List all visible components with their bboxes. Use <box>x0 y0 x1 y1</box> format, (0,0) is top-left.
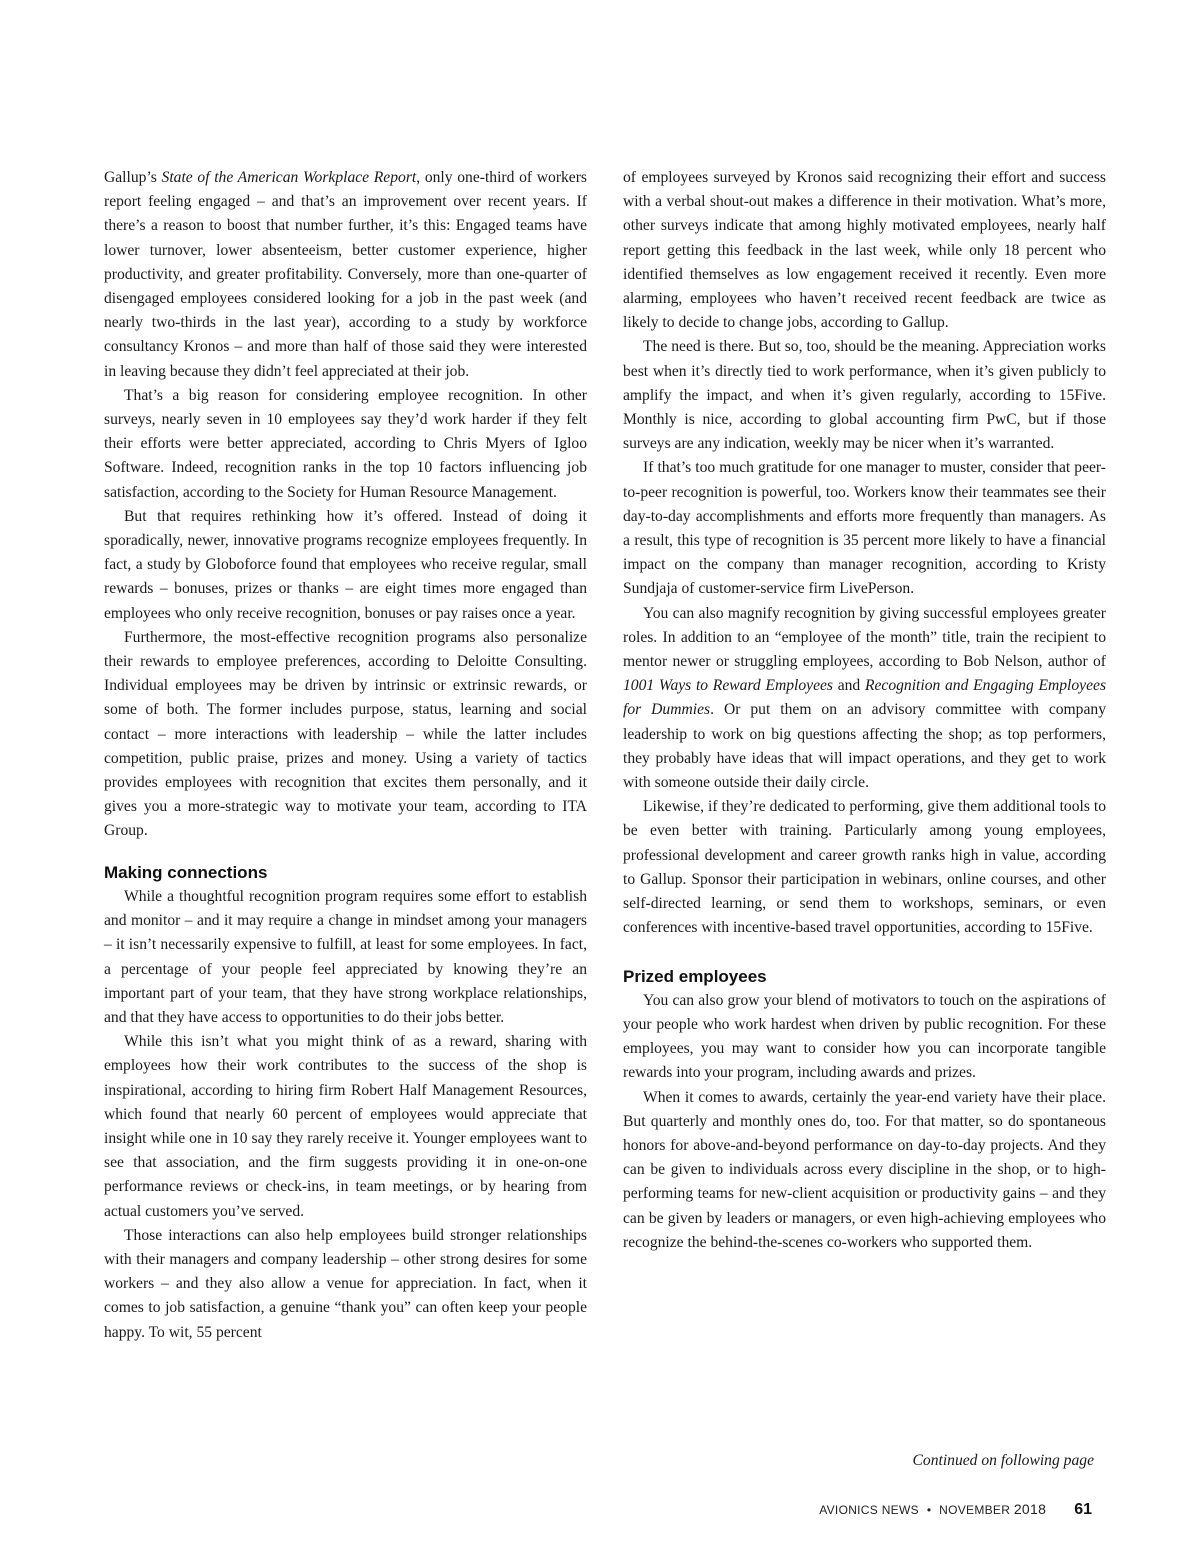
text-run: . Or put them on an advisory committee with company leadership to work on big questions affecting the shop; as top performers, they probably have ideas that will impact operations, and they get to work with someone outside their daily circle. <box>623 701 1106 792</box>
body-paragraph: Those interactions can also help employees build stronger relationships with their managers and company leadership – other strong desires for some workers – and they also allow a venue for appreciation. In fact, when it comes to job satisfaction, a genuine “thank you” can often keep your people happy. To wit, 55 percent <box>104 1226 587 1341</box>
right-column <box>623 166 1106 1255</box>
report-title: State of the American Workplace Report <box>161 169 417 186</box>
body-paragraph: The need is there. But so, too, should be the meaning. Appreciation works best when it’s directly tied to work performance, when it’s given publicly to amplify the impact, and when it’s given regularly, according to 15Five. Monthly is nice, according to global accounting firm PwC, but if those surveys are any indication, weekly may be nicer when it’s warranted. <box>623 338 1106 453</box>
publication-name: AVIONICS NEWS <box>819 1503 919 1517</box>
page-number: 61 <box>1074 1501 1092 1518</box>
body-paragraph: Furthermore, the most-effective recognition programs also personalize their rewards to employee preferences, according to Deloitte Consulting. Individual employees may be driven by intrinsic or extrinsic rewards, or some of both. The former includes purpose, status, learning and social contact – more interactions with leadership – while the latter includes competition, public praise, prizes and money. Using a variety of tactics provides employees with recognition that excites them personally, and it gives you a more-strategic way to motivate your team, according to ITA Group. <box>104 628 587 840</box>
book-title: 1001 Ways to Reward Employees <box>623 677 833 695</box>
section-heading-prized-employees: Prized employees <box>623 966 767 986</box>
body-paragraph: While a thoughtful recognition program requires some effort to establish and monitor – and it may require a change in mindset among your managers – it isn’t necessarily expensive to fulfill, at least for some employees. In fact, a percentage of your people feel appreciated by knowing they’re an important part of your team, that they have strong workplace relationships, and that they have access to opportunities to do their jobs better. <box>104 887 587 1026</box>
left-column <box>104 166 587 1345</box>
body-paragraph: That’s a big reason for considering employee recognition. In other surveys, nearly seven in 10 employees say they’d work harder if they felt their efforts were better appreciated, according to Chris Myers of Igloo Software. Indeed, recognition ranks in the top 10 factors influencing job satisfaction, according to the Society for Human Resource Management. <box>104 386 587 501</box>
body-paragraph: When it comes to awards, certainly the year-end variety have their place. But quarterly and monthly ones do, too. For that matter, so do spontaneous honors for above-and-beyond performance on day-to-day projects. And they can be given to individuals across every discipline in the shop, or to high-performing teams for new-client acquisition or productivity gains – and they can be given by leaders or managers, or even high-achieving employees who recognize the behind-the-scenes co-workers who supported them. <box>623 1088 1106 1251</box>
body-paragraph <box>623 602 1106 796</box>
continued-note: Continued on following page <box>912 1452 1094 1469</box>
text-run: , only one-third of workers report feeling engaged – and that’s an improvement over recent years. If there’s a reason to boost that number further, it’s this: Engaged teams have lower turnover, lower absenteeism, better customer experience, higher productivity, and greater profitability. Conversely, more than one-quarter of disengaged employees considered looking for a job in the past week (and nearly two-thirds in the last year), according to a study by workforce consultancy Kronos – and more than half of those said they were interested in leaving because they didn’t feel appreciated at their job. <box>104 169 587 380</box>
book-title: Recognition and Engaging Employees for Dummies <box>623 677 1107 719</box>
section-heading-making-connections: Making connections <box>104 862 268 882</box>
text-run: and <box>833 677 865 695</box>
page-footer <box>819 1501 1092 1519</box>
issue-date <box>939 1501 1046 1517</box>
text-run: You can also magnify recognition by giving successful employees greater roles. In addition to an “employee of the month” title, train the recipient to mentor newer or struggling employees, according to Bob Nelson, author of <box>623 604 1106 671</box>
body-paragraph: You can also grow your blend of motivators to touch on the aspirations of your people who work hardest when driven by public recognition. For these employees, you may want to consider how you can incorporate tangible rewards into your program, including awards and prizes. <box>623 991 1106 1082</box>
issue-month: NOVEMBER <box>939 1503 1011 1517</box>
body-paragraph <box>104 166 587 384</box>
body-paragraph: Likewise, if they’re dedicated to performing, give them additional tools to be even better with training. Particularly among young employees, professional development and career growth ranks high in value, according to Gallup. Sponsor their participation in webinars, online courses, and other self-directed learning, or send them to workshops, seminars, or even conferences with incentive-based travel opportunities, according to 15Five. <box>623 798 1106 937</box>
text-run: Gallup’s <box>104 169 162 186</box>
body-paragraph: While this isn’t what you might think of as a reward, sharing with employees how their work contributes to the success of the shop is inspirational, according to hiring firm Robert Half Management Resources, which found that nearly 60 percent of employees would appreciate that insight while one in 10 say they rarely receive it. Younger employees want to see that association, and the firm suggests providing it in one-on-one performance reviews or check-ins, in team meetings, or by hearing from actual customers you’ve served. <box>104 1033 587 1220</box>
body-paragraph: of employees surveyed by Kronos said recognizing their effort and success with a verbal shout-out makes a difference in their motivation. What’s more, other surveys indicate that among highly motivated employees, nearly half report getting this feedback in the last week, while only 18 percent who identified themselves as low engagement received it recently. Even more alarming, employees who haven’t received recent feedback are twice as likely to decide to change jobs, according to Gallup. <box>623 169 1106 332</box>
body-paragraph: If that’s too much gratitude for one manager to muster, consider that peer-to-peer recognition is powerful, too. Workers know their teammates see their day-to-day accomplishments and efforts more frequently than managers. As a result, this type of recognition is 35 percent more likely to have a financial impact on the company than manager recognition, according to Kristy Sundjaja of customer-service firm LivePerson. <box>623 459 1106 598</box>
issue-year: 2018 <box>1013 1501 1047 1517</box>
body-paragraph: But that requires rethinking how it’s offered. Instead of doing it sporadically, newer, innovative programs recognize employees frequently. In fact, a study by Globoforce found that employees who receive regular, small rewards – bonuses, prizes or thanks – are eight times more engaged than employees who only receive recognition, bonuses or pay raises once a year. <box>104 507 587 622</box>
separator-bullet: • <box>926 1503 932 1517</box>
